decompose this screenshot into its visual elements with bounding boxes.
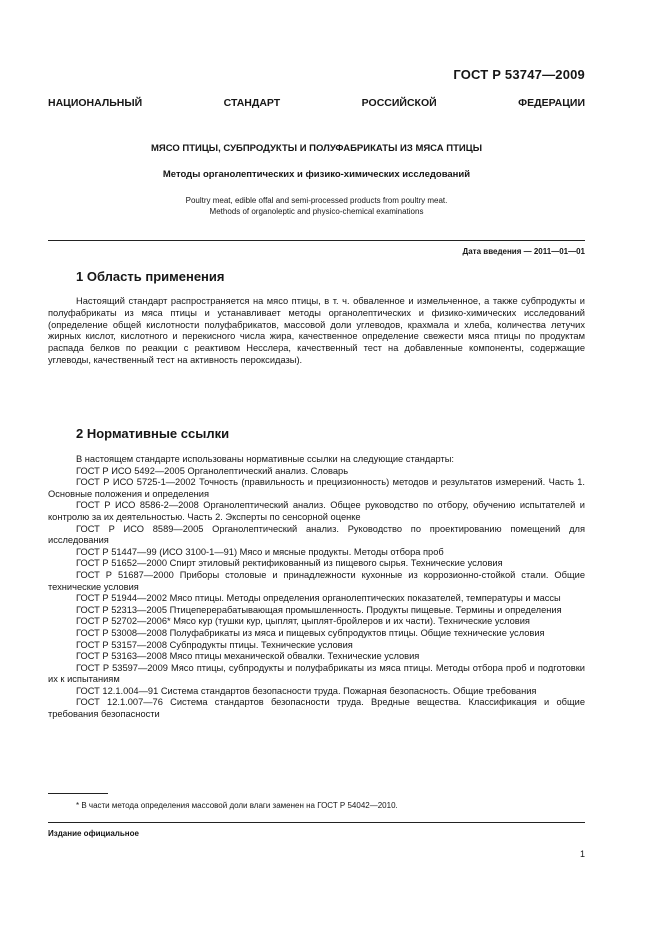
reference-item: ГОСТ Р ИСО 8589—2005 Органолептический анализ. Руководство по проектированию помещений для исследования bbox=[48, 523, 585, 546]
document-subtitle: Методы органолептических и физико-химических исследований bbox=[162, 169, 471, 180]
introduction-date: Дата введения — 2011—01—01 bbox=[462, 247, 585, 256]
footer-divider bbox=[48, 822, 585, 823]
footnote-divider bbox=[48, 793, 108, 794]
reference-item: ГОСТ Р 51687—2000 Приборы столовые и принадлежности кухонные из коррозионно-стойкой стали. Общие технические условия bbox=[48, 569, 585, 592]
reference-item: ГОСТ Р ИСО 5492—2005 Органолептический анализ. Словарь bbox=[76, 465, 349, 476]
reference-item: ГОСТ Р 52702—2006* Мясо кур (тушки кур, цыплят, цыплят-бройлеров и их части). Технические условия bbox=[76, 616, 530, 627]
header-divider bbox=[48, 240, 585, 241]
reference-item: ГОСТ 12.1.007—76 Система стандартов безопасности труда. Вредные вещества. Классификация и общие требования безопасности bbox=[48, 697, 585, 720]
english-title-line-2: Methods of organoleptic and physico-chemical examinations bbox=[209, 207, 424, 216]
normative-references-list bbox=[48, 454, 585, 721]
english-title bbox=[48, 195, 585, 217]
edition-label: Издание официальное bbox=[48, 829, 139, 838]
reference-item: ГОСТ Р 52313—2005 Птицеперерабатывающая промышленность. Продукты пищевые. Термины и определения bbox=[76, 604, 562, 615]
reference-item: ГОСТ Р 53163—2008 Мясо птицы механической обвалки. Технические условия bbox=[76, 651, 420, 662]
reference-item: ГОСТ Р 53157—2008 Субпродукты птицы. Технические условия bbox=[76, 639, 353, 650]
reference-item: ГОСТ Р ИСО 8586-2—2008 Органолептический анализ. Общее руководство по отбору, обучению испытателей и контролю за их деятельностью. Часть 2. Эксперты по сенсорной оценке bbox=[48, 500, 585, 522]
reference-item: ГОСТ Р 51447—99 (ИСО 3100-1—91) Мясо и мясные продукты. Методы отбора проб bbox=[76, 546, 444, 557]
reference-item: ГОСТ Р 53597—2009 Мясо птицы, субпродукты и полуфабрикаты из мяса птицы. Методы отбора проб и подготовки их к испытаниям bbox=[48, 662, 585, 685]
section-2-heading: 2 Нормативные ссылки bbox=[76, 426, 230, 441]
page-number: 1 bbox=[579, 849, 585, 859]
national-standard-banner: НАЦИОНАЛЬНЫЙ СТАНДАРТ РОССИЙСКОЙ ФЕДЕРАЦИИ bbox=[48, 97, 585, 109]
reference-item: ГОСТ Р 51944—2002 Мясо птицы. Методы определения органолептических показателей, температуры и массы bbox=[76, 593, 561, 604]
reference-item: ГОСТ Р 53008—2008 Полуфабрикаты из мяса и пищевых субпродуктов птицы. Общие технические условия bbox=[76, 627, 545, 638]
document-title: МЯСО ПТИЦЫ, СУБПРОДУКТЫ И ПОЛУФАБРИКАТЫ ИЗ МЯСА ПТИЦЫ bbox=[150, 143, 483, 154]
section-1-text: Настоящий стандарт распространяется на мясо птицы, в т. ч. обваленное и измельченное, а также субпродукты и полуфабрикаты из мяса птицы и устанавливает методы органолептических и физико-химических исследований (определение общей кислотности полуфабрикатов, массовой доли углеводов, крахмала и хлеба, количества летучих жирных кислот, кислотного и перекисного числа жира, качественное определение свежести мяса птицы по продуктам распада белков по реакции с реактивом Несслера, качественный тест на добавленные компоненты, содержащие углеводы, качественный тест на активность пероксидазы). bbox=[48, 296, 585, 365]
english-title-line-1: Poultry meat, edible offal and semi-processed products from poultry meat. bbox=[185, 196, 448, 205]
reference-item: ГОСТ Р 51652—2000 Спирт этиловый ректификованный из пищевого сырья. Технические условия bbox=[76, 558, 503, 569]
reference-item: ГОСТ 12.1.004—91 Система стандартов безопасности труда. Пожарная безопасность. Общие требования bbox=[76, 685, 537, 696]
section-1-heading: 1 Область применения bbox=[76, 269, 225, 284]
reference-item: ГОСТ Р ИСО 5725-1—2002 Точность (правильность и прецизионность) методов и результатов измерений. Часть 1. Основные положения и определения bbox=[48, 477, 585, 499]
document-number: ГОСТ Р 53747—2009 bbox=[453, 67, 585, 82]
footnote: * В части метода определения массовой доли влаги заменен на ГОСТ Р 54042—2010. bbox=[76, 801, 398, 810]
reference-intro: В настоящем стандарте использованы нормативные ссылки на следующие стандарты: bbox=[76, 454, 455, 464]
